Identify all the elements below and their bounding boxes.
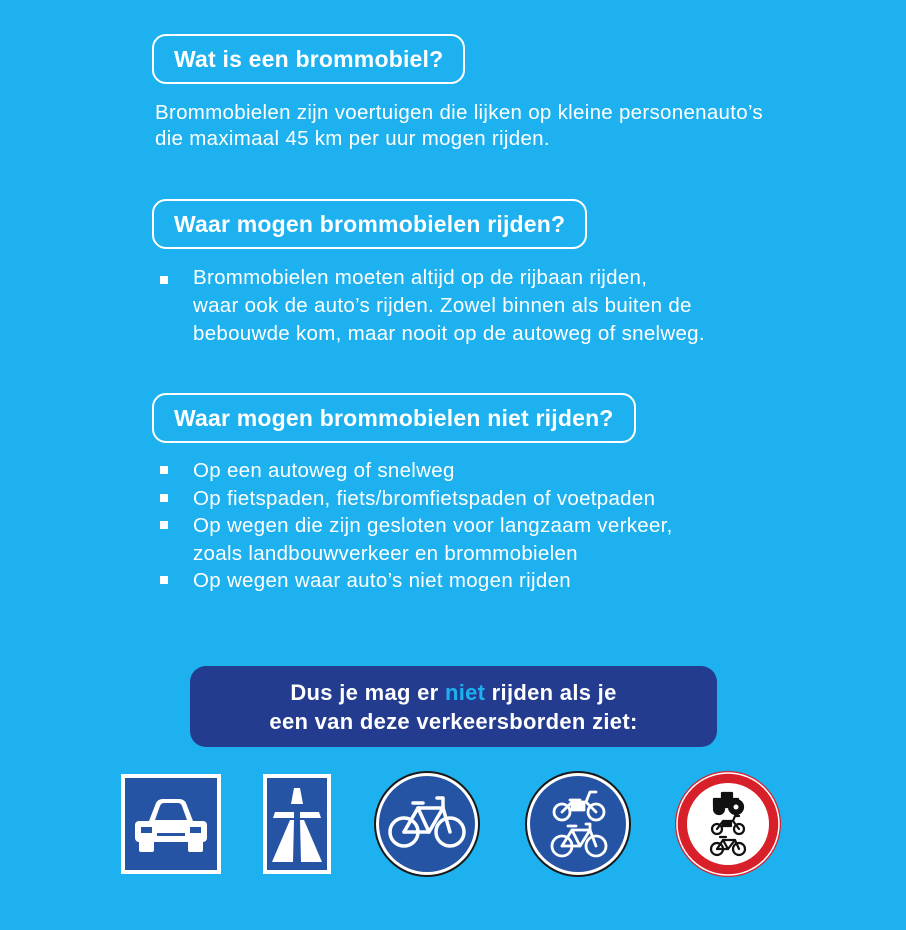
callout-box: [190, 666, 717, 747]
heading-waar-mogen-rijden: [152, 199, 587, 249]
fietspad-sign: [373, 770, 481, 878]
list-item: Op fietspaden, fiets/bromfietspaden of voetpaden: [158, 485, 673, 513]
list-item: Op wegen waar auto’s niet mogen rijden: [158, 567, 673, 595]
autosnelweg-sign: [263, 774, 331, 874]
callout-line-2: een van deze verkeersborden ziet:: [269, 708, 638, 734]
heading-text: Waar mogen brommobielen niet rijden?: [174, 404, 614, 431]
heading-waar-mogen-niet-rijden: [152, 393, 636, 443]
gesloten-langzaam-verkeer-sign: [674, 770, 782, 878]
heading-text: Wat is een brommobiel?: [174, 45, 444, 72]
list-item: Op een autoweg of snelweg: [158, 457, 673, 485]
forbidden-list: [158, 457, 673, 595]
list-item: Brommobielen moeten altijd op de rijbaan rijden, waar ook de auto’s rijden. Zowel binnen als buiten de bebouwde kom, maar nooit op de autoweg of snelweg.: [158, 264, 705, 348]
callout-highlight: niet: [444, 679, 486, 705]
allowed-list: [158, 264, 705, 348]
fiets-bromfietspad-sign: [524, 770, 632, 878]
heading-wat-is-brommobiel: [152, 34, 465, 84]
autoweg-sign: [121, 774, 221, 874]
heading-text: Waar mogen brommobielen rijden?: [174, 210, 566, 237]
callout-line-1: Dus je mag er niet rijden als je: [290, 679, 617, 705]
intro-text: Brommobielen zijn voertuigen die lijken op kleine personenauto’s die maximaal 45 km per uur mogen rijden.: [155, 101, 763, 150]
list-item: Op wegen die zijn gesloten voor langzaam verkeer, zoals landbouwverkeer en brommobielen: [158, 512, 673, 567]
